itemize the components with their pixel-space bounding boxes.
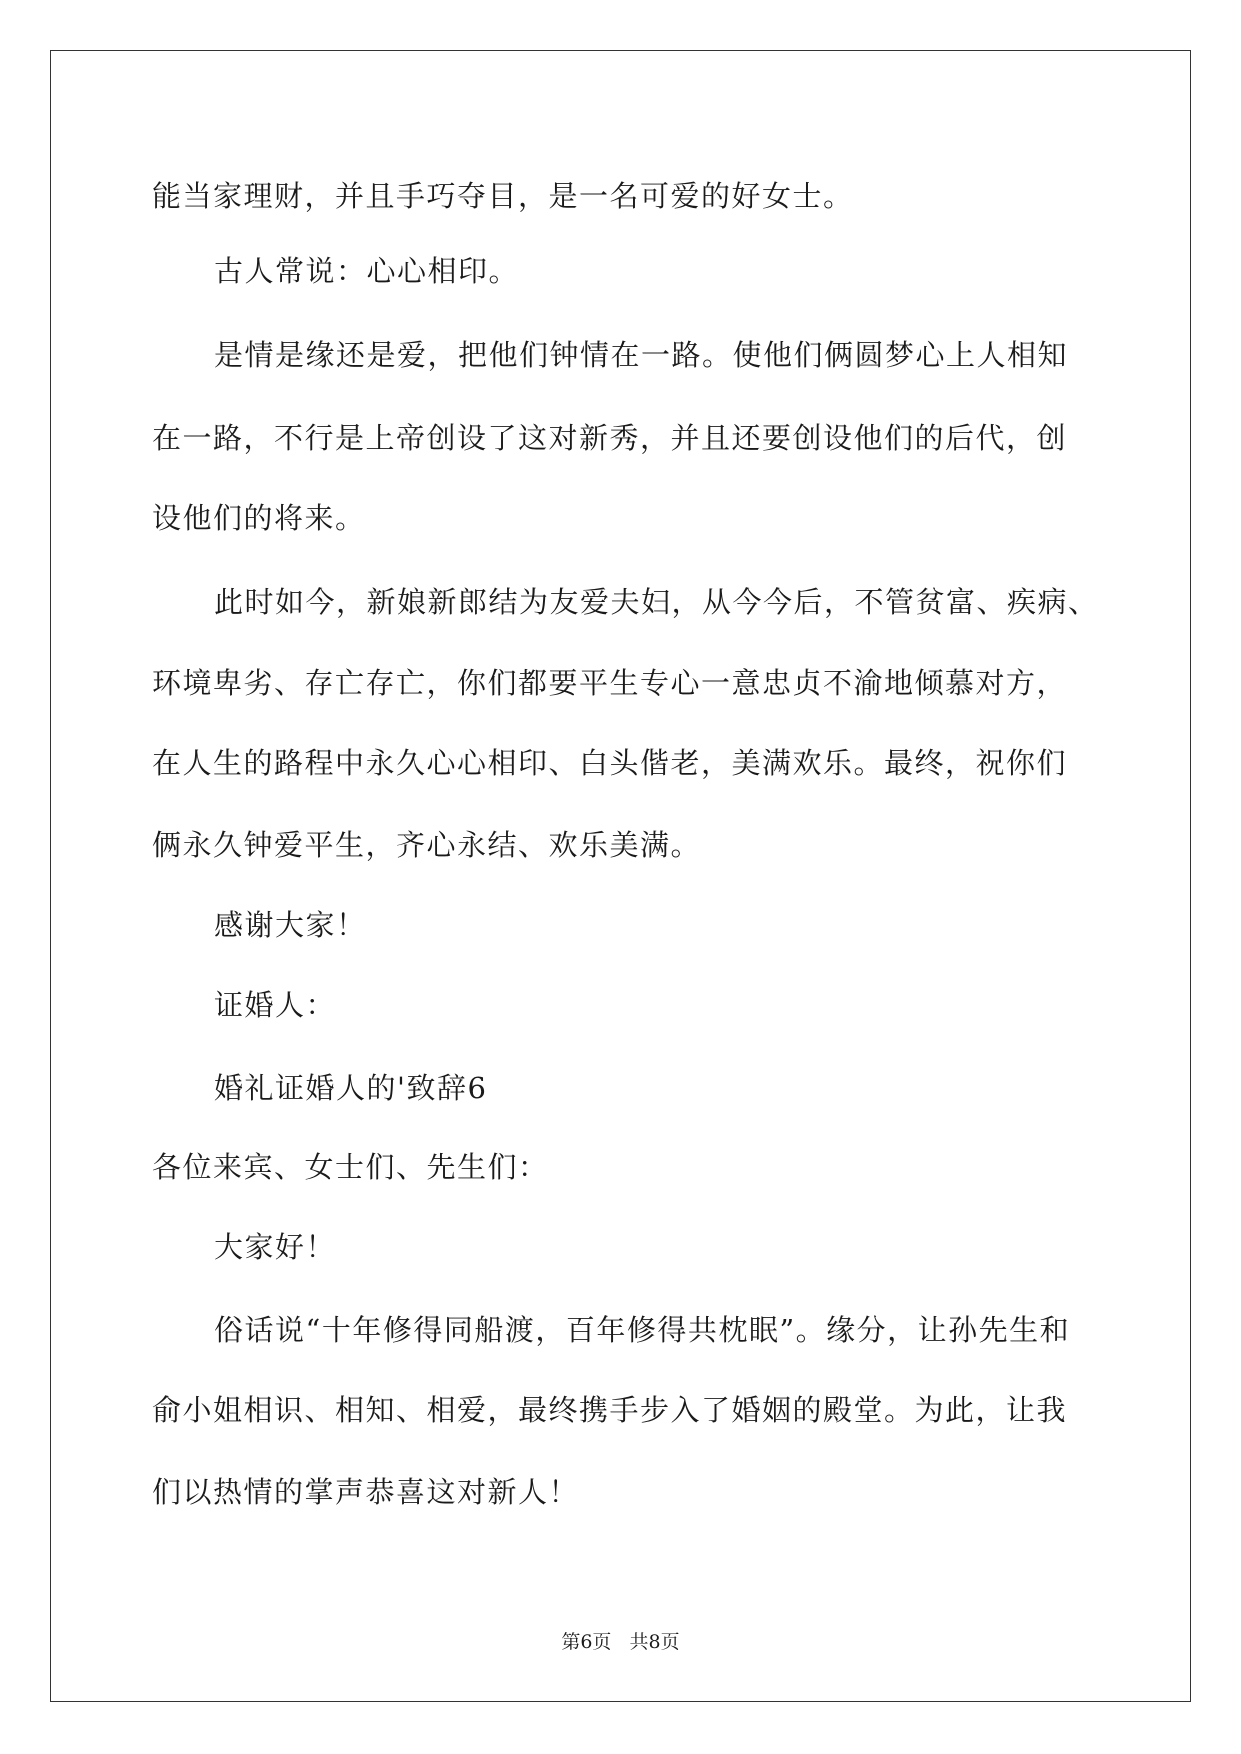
text-line: 大家好！: [214, 1230, 337, 1264]
text-line: 在一路，不行是上帝创设了这对新秀，并且还要创设他们的后代，创: [152, 421, 1068, 455]
text-line: 各位来宾、女士们、先生们：: [152, 1150, 549, 1184]
text-line: 古人常说：心心相印。: [214, 254, 520, 288]
page-frame: [50, 50, 1191, 1702]
text-line: 证婚人：: [214, 988, 337, 1022]
text-line: 设他们的将来。: [152, 501, 366, 535]
page-number: 第6页 共8页: [561, 1631, 680, 1653]
text-line: 俞小姐相识、相知、相爱，最终携手步入了婚姻的殿堂。为此，让我: [152, 1393, 1068, 1427]
text-line: 此时如今，新娘新郎结为友爱夫妇，从今今后，不管贫富、疾病、: [214, 585, 1099, 619]
text-line: 俩永久钟爱平生，齐心永结、欢乐美满。: [152, 828, 702, 862]
text-line: 们以热情的掌声恭喜这对新人！: [152, 1475, 580, 1509]
text-line: 感谢大家！: [214, 908, 367, 942]
text-line: 俗话说“十年修得同船渡，百年修得共枕眠”。缘分，让孙先生和: [214, 1313, 1071, 1347]
section-heading: 婚礼证婚人的'致辞6: [214, 1071, 488, 1105]
text-line: 能当家理财，并且手巧夺目，是一名可爱的好女士。: [152, 179, 854, 213]
text-line: 是情是缘还是爱，把他们钟情在一路。使他们俩圆梦心上人相知: [214, 338, 1069, 372]
text-line: 环境卑劣、存亡存亡，你们都要平生专心一意忠贞不渝地倾慕对方，: [152, 666, 1068, 700]
text-line: 在人生的路程中永久心心相印、白头偕老，美满欢乐。最终，祝你们: [152, 746, 1068, 780]
